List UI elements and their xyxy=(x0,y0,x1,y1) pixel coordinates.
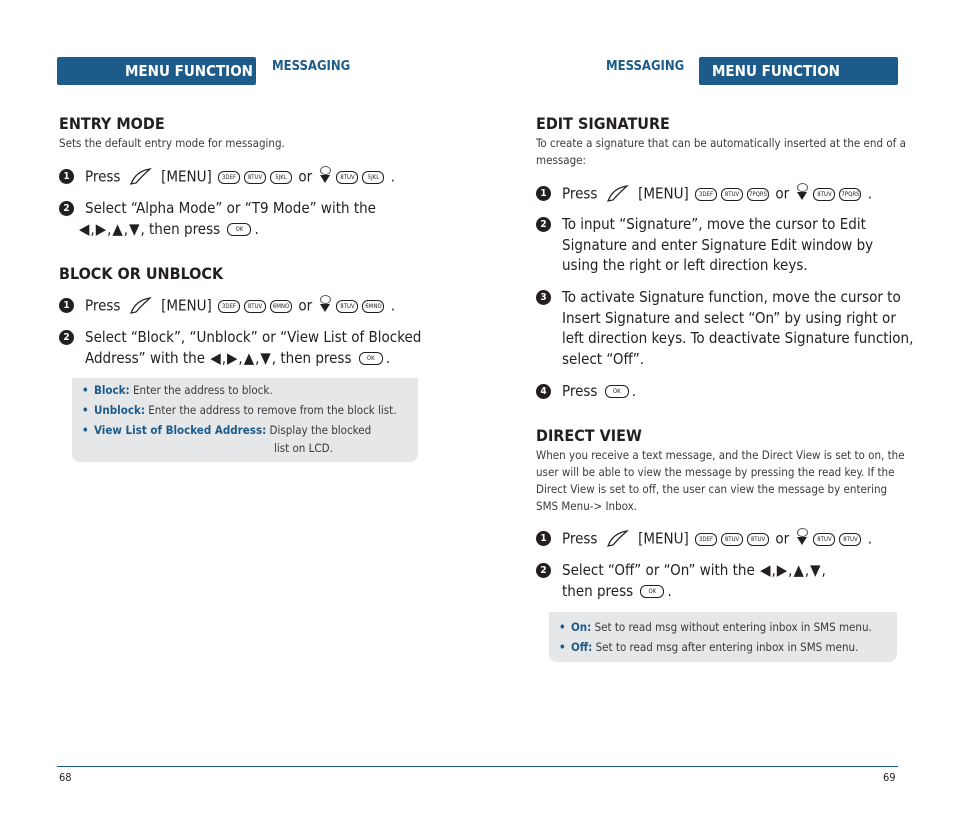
key-8-icon: 8TUV xyxy=(336,171,358,184)
messaging-breadcrumb-right: MESSAGING xyxy=(606,59,685,74)
key-8-icon: 8TUV xyxy=(336,300,358,313)
nav-down-key-icon xyxy=(318,166,332,188)
left-soft-key-icon xyxy=(605,529,631,549)
edit-signature-step3: To activate Signature function, move the cursor to Insert Signature and select “On” by using right or left direction keys. To deactivate Signature function, select “Off”. xyxy=(562,288,914,368)
nav-down-key-icon xyxy=(795,528,809,550)
left-arrow-icon: ◀ xyxy=(79,220,90,238)
entry-mode-step2-line1: Select “Alpha Mode” or “T9 Mode” with the xyxy=(85,199,376,217)
note-item: • Unblock: Enter the address to remove from the block list. xyxy=(80,400,418,420)
key-8-icon: 8TUV xyxy=(721,188,743,201)
left-soft-key-icon xyxy=(605,184,631,204)
entry-mode-step1: Press [MENU] 3DEF 8TUV 5JKL or 8TUV 5JKL . xyxy=(85,166,395,188)
footer-rule xyxy=(57,766,898,767)
note-item: • On: Set to read msg without entering inbox in SMS menu. xyxy=(557,617,897,637)
key-3-icon: 3DEF xyxy=(695,188,717,201)
up-arrow-icon: ▲ xyxy=(243,349,255,367)
key-3-icon: 3DEF xyxy=(695,533,717,546)
block-step2-line1: Select “Block”, “Unblock” or “View List of Blocked xyxy=(85,328,422,346)
entry-mode-step2-line2: ◀,▶,▲,▼, then press OK . xyxy=(79,220,259,238)
step-number: 2 xyxy=(59,201,74,216)
key-8-icon: 8TUV xyxy=(244,171,266,184)
key-3-icon: 3DEF xyxy=(218,171,240,184)
left-soft-key-icon xyxy=(128,167,154,187)
nav-down-key-icon xyxy=(318,295,332,317)
page-number-right: 69 xyxy=(883,771,896,784)
down-arrow-icon: ▼ xyxy=(260,349,271,367)
edit-signature-desc: To create a signature that can be automatically inserted at the end of a message: xyxy=(536,136,906,167)
left-soft-key-icon xyxy=(128,296,154,316)
right-arrow-icon: ▶ xyxy=(227,349,238,367)
messaging-breadcrumb-left: MESSAGING xyxy=(272,59,351,74)
ok-key-icon: OK xyxy=(605,385,629,398)
step-number: 2 xyxy=(536,217,551,232)
direct-view-desc: When you receive a text message, and the Direct View is set to on, the user will be able to view the message by pressing the read key. If the Direct View is set to off, the user can view the message by entering SMS Menu-> Inbox. xyxy=(536,448,905,513)
block-notes-box xyxy=(72,378,418,462)
down-arrow-icon: ▼ xyxy=(129,220,140,238)
entry-mode-heading: ENTRY MODE xyxy=(59,114,165,133)
right-arrow-icon: ▶ xyxy=(776,561,788,579)
key-5-icon: 5JKL xyxy=(362,171,384,184)
edit-signature-heading: EDIT SIGNATURE xyxy=(536,114,670,133)
right-arrow-icon: ▶ xyxy=(95,220,107,238)
key-8-icon: 8TUV xyxy=(747,533,769,546)
nav-down-key-icon xyxy=(795,183,809,205)
key-3-icon: 3DEF xyxy=(218,300,240,313)
up-arrow-icon: ▲ xyxy=(112,220,123,238)
edit-signature-step2: To input “Signature”, move the cursor to Edit Signature and enter Signature Edit window by using the right or left direction keys. xyxy=(562,215,874,274)
step-number: 2 xyxy=(59,330,74,345)
key-7-icon: 7PQRS xyxy=(839,188,861,201)
page-number-left: 68 xyxy=(59,771,72,784)
ok-key-icon: OK xyxy=(227,223,251,236)
step-number: 1 xyxy=(536,531,551,546)
direct-view-step1: Press [MENU] 3DEF 8TUV 8TUV or 8TUV 8TUV . xyxy=(562,528,872,550)
ok-key-icon: OK xyxy=(359,352,383,365)
note-continuation: list on LCD. xyxy=(274,441,333,455)
step-number: 1 xyxy=(536,186,551,201)
edit-signature-step1: Press [MENU] 3DEF 8TUV 7PQRS or 8TUV 7PQRS . xyxy=(562,183,872,205)
key-6-icon: 6MNO xyxy=(362,300,384,313)
ok-key-icon: OK xyxy=(640,585,664,598)
note-item: • Off: Set to read msg after entering inbox in SMS menu. xyxy=(557,637,897,657)
block-step2-line2: Address” with the ◀,▶,▲,▼, then press OK . xyxy=(85,349,391,367)
edit-signature-step4: Press OK . xyxy=(562,382,637,400)
up-arrow-icon: ▲ xyxy=(793,561,804,579)
direct-view-step2-line2: then press OK . xyxy=(562,582,672,600)
direct-view-step2-line1: Select “Off” or “On” with the ◀,▶,▲,▼, xyxy=(562,561,826,579)
key-5-icon: 5JKL xyxy=(270,171,292,184)
key-7-icon: 7PQRS xyxy=(747,188,769,201)
step-number: 2 xyxy=(536,563,551,578)
block-heading: BLOCK OR UNBLOCK xyxy=(59,264,224,283)
key-8-icon: 8TUV xyxy=(813,533,835,546)
note-item: • Block: Enter the address to block. xyxy=(80,380,418,400)
key-8-icon: 8TUV xyxy=(813,188,835,201)
menu-function-tab-left: MENU FUNCTION xyxy=(57,57,256,85)
key-6-icon: 6MNO xyxy=(270,300,292,313)
direct-view-heading: DIRECT VIEW xyxy=(536,426,642,445)
step-number: 1 xyxy=(59,169,74,184)
direct-view-notes-box xyxy=(549,612,897,662)
menu-function-tab-right: MENU FUNCTION xyxy=(699,57,898,85)
left-arrow-icon: ◀ xyxy=(760,561,771,579)
key-8-icon: 8TUV xyxy=(244,300,266,313)
step-number: 3 xyxy=(536,290,551,305)
entry-mode-desc: Sets the default entry mode for messaging. xyxy=(59,136,285,150)
block-step1: Press [MENU] 3DEF 8TUV 6MNO or 8TUV 6MNO . xyxy=(85,295,395,317)
left-arrow-icon: ◀ xyxy=(210,349,221,367)
step-number: 1 xyxy=(59,298,74,313)
note-item: • View List of Blocked Address: Display the blocked xyxy=(80,420,418,440)
key-8-icon: 8TUV xyxy=(839,533,861,546)
key-8-icon: 8TUV xyxy=(721,533,743,546)
down-arrow-icon: ▼ xyxy=(810,561,821,579)
step-number: 4 xyxy=(536,384,551,399)
